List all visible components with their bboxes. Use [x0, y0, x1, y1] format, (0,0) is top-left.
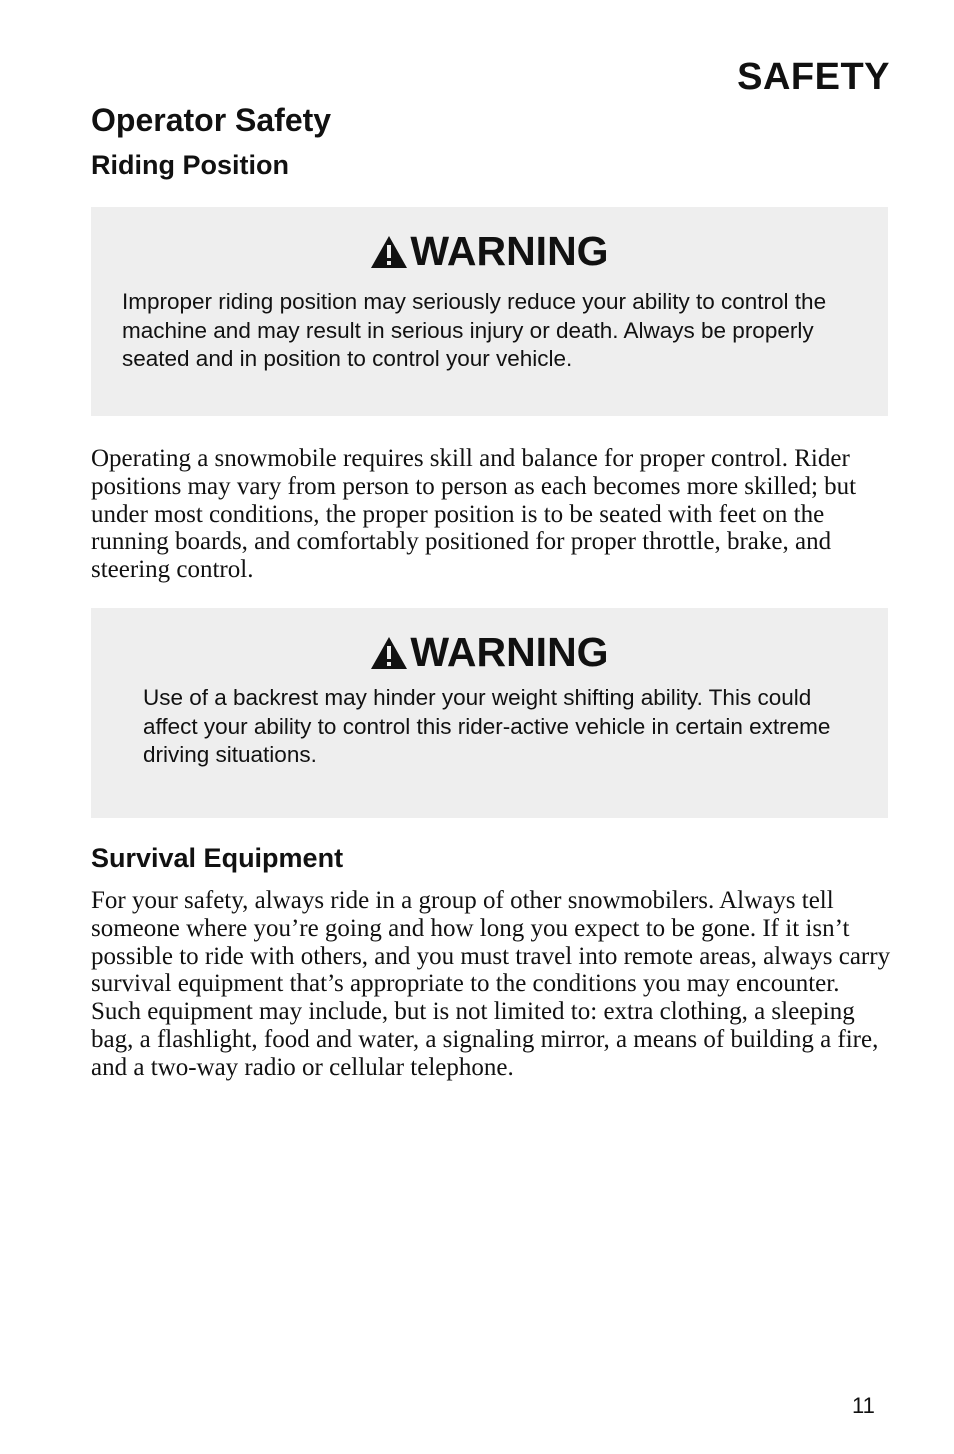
- operator-safety-heading: Operator Safety: [91, 102, 332, 138]
- page-number: 11: [852, 1393, 875, 1418]
- riding-position-heading: Riding Position: [91, 150, 289, 180]
- warning-triangle-icon: [370, 636, 408, 670]
- survival-equipment-paragraph: For your safety, always ride in a group of other snowmobilers. Always tell someone where you’re going and how long you expect to be gone. If it isn’t possible to ride with others, and you must travel into remote areas, always carry survival equipment that’s appropriate to the conditions you may encounter. Such equipment may include, but is not limited to: extra clothing, a sleeping bag, a flashlight, food and water, a signaling mirror, a means of building a fire, and a two-way radio or cellular telephone.: [91, 887, 891, 1081]
- warning-box-backrest: [91, 608, 888, 818]
- warning-triangle-icon: [370, 235, 408, 269]
- warning-title-text: WARNING: [410, 228, 609, 274]
- warning-title-text: WARNING: [410, 629, 609, 675]
- survival-equipment-heading: Survival Equipment: [91, 843, 344, 873]
- warning-box-riding-position: [91, 207, 888, 416]
- riding-position-paragraph: Operating a snowmobile requires skill and balance for proper control. Rider positions may vary from person to person as each becomes more skilled; but under most conditions, the proper position is to be seated with feet on the running boards, and comfortably positioned for proper throttle, brake, and steering control.: [91, 445, 857, 584]
- warning-title: [91, 229, 888, 273]
- warning-title: [91, 630, 888, 674]
- section-header: SAFETY: [737, 56, 890, 98]
- warning-text: Improper riding position may seriously reduce your ability to control the machine and may result in serious injury or death. Always be properly seated and in position to control your vehicle.: [122, 289, 827, 371]
- warning-text: Use of a backrest may hinder your weight shifting ability. This could affect your ability to control this rider-active vehicle in certain extreme driving situations.: [143, 685, 831, 767]
